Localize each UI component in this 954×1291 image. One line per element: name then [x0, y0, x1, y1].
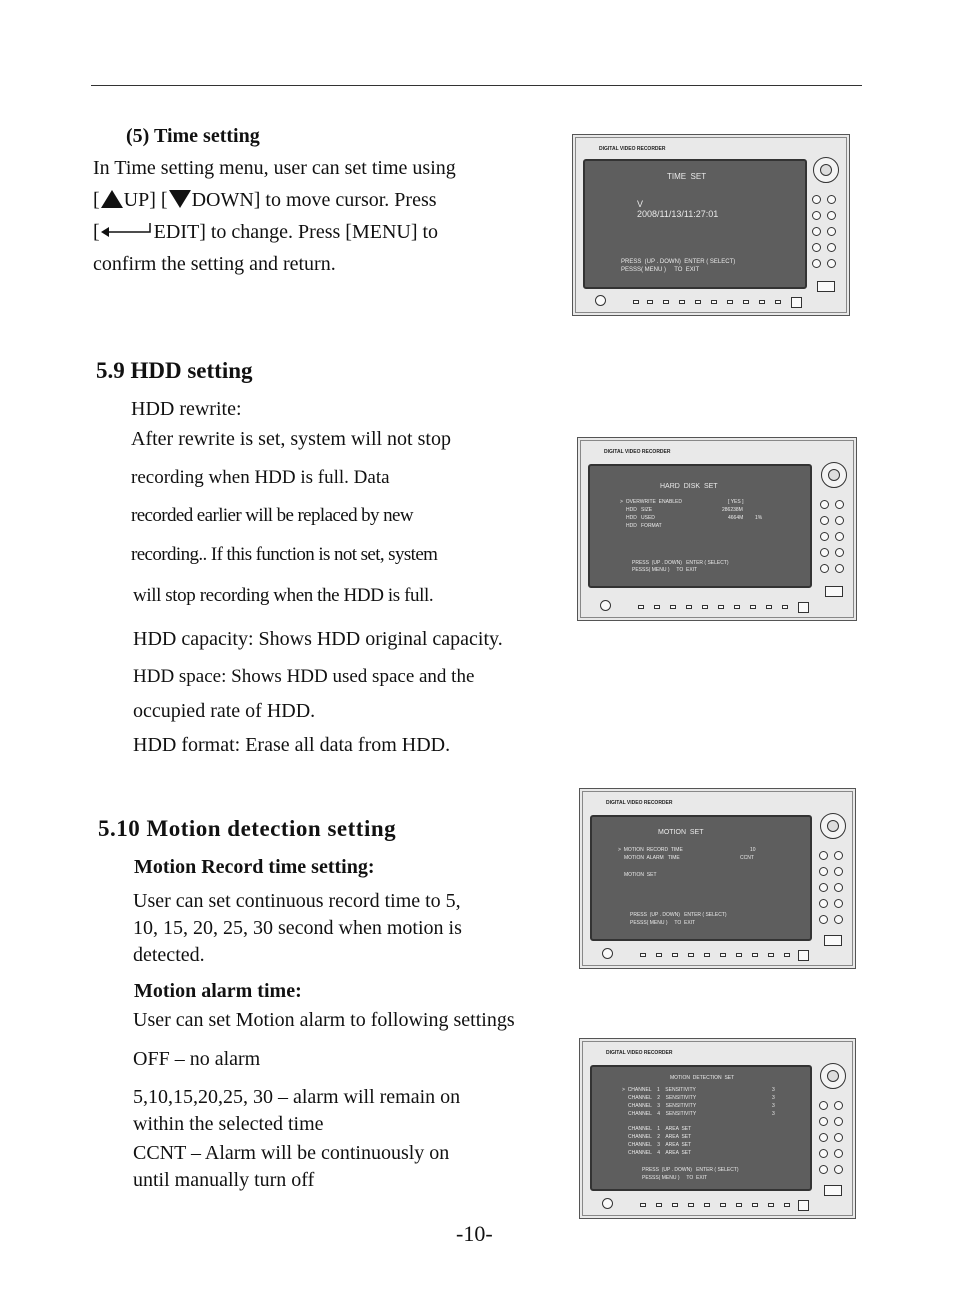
panel-button	[812, 211, 821, 220]
status-led	[752, 1203, 758, 1207]
hdd-rewrite-para-5: will stop recording when the HDD is full.	[133, 585, 434, 606]
panel-button	[834, 1149, 843, 1158]
hdd-rewrite-para-3: recorded earlier will be replaced by new	[131, 505, 413, 526]
screen-footer-1: PRESS (UP . DOWN) ENTER ( SELECT)	[642, 1167, 739, 1173]
screen-title: MOTION SET	[658, 829, 704, 836]
screen-footer-2: PESSS( MENU ) TO EXIT	[621, 267, 700, 273]
status-led	[734, 605, 740, 609]
panel-button	[819, 915, 828, 924]
screen-footer-2: PESSS( MENU ) TO EXIT	[642, 1175, 708, 1181]
status-led	[688, 953, 694, 957]
hdd-capacity-text: HDD capacity: Shows HDD original capacity.	[133, 628, 503, 650]
hdd-rewrite-label: HDD rewrite:	[131, 398, 242, 420]
panel-button	[819, 1117, 828, 1126]
dvr-motion-set-illustration	[579, 788, 856, 969]
status-led	[702, 605, 708, 609]
hdd-space-text-2: occupied rate of HDD.	[133, 700, 316, 722]
status-led	[768, 1203, 774, 1207]
status-led	[743, 300, 749, 304]
status-led	[782, 605, 788, 609]
screen-row-value: 286238M	[722, 507, 743, 513]
screen-row-label: CHANNEL 2 AREA SET	[628, 1134, 692, 1140]
panel-button	[819, 1149, 828, 1158]
screen-footer-2: PESSS( MENU ) TO EXIT	[630, 920, 696, 926]
dvr-time-set-illustration	[572, 134, 850, 316]
motion-alarm-option-off: OFF – no alarm	[133, 1048, 261, 1070]
panel-button	[834, 915, 843, 924]
usb-port	[824, 935, 842, 946]
time-setting-line-4: confirm the setting and return.	[93, 253, 336, 275]
motion-alarm-option-ccnt-2: until manually turn off	[133, 1169, 315, 1191]
motion-alarm-text: User can set Motion alarm to following settings	[133, 1009, 515, 1031]
status-led	[711, 300, 717, 304]
hdd-space-text-1: HDD space: Shows HDD used space and the	[133, 666, 475, 687]
screen-row-value: 3	[772, 1103, 775, 1109]
power-knob	[600, 600, 611, 611]
status-led	[670, 605, 676, 609]
panel-button	[812, 227, 821, 236]
panel-button	[835, 516, 844, 525]
screen-title: TIME SET	[667, 172, 707, 181]
panel-button	[835, 532, 844, 541]
screen-row-label: CHANNEL 3 AREA SET	[628, 1142, 692, 1148]
dvr-hard-disk-set-illustration	[577, 437, 857, 621]
hdd-rewrite-para-2: recording when HDD is full. Data	[131, 467, 390, 488]
status-led	[679, 300, 685, 304]
panel-button	[820, 516, 829, 525]
panel-button	[819, 1165, 828, 1174]
panel-button	[834, 883, 843, 892]
status-led	[672, 953, 678, 957]
screen-row-extra: 1%	[755, 515, 763, 521]
power-knob	[595, 295, 606, 306]
time-setting-line-1: In Time setting menu, user can set time using	[93, 157, 456, 179]
motion-alarm-time-label: Motion alarm time:	[134, 980, 302, 1002]
panel-button	[812, 195, 821, 204]
dvr-motion-detection-set-illustration	[579, 1038, 856, 1219]
panel-button	[834, 867, 843, 876]
status-led	[752, 953, 758, 957]
panel-button	[827, 211, 836, 220]
time-setting-line-2: [ UP] [ DOWN] to move cursor. Press	[93, 189, 437, 211]
panel-button	[834, 851, 843, 860]
status-led	[654, 605, 660, 609]
panel-button	[827, 259, 836, 268]
status-led	[784, 953, 790, 957]
status-led	[759, 300, 765, 304]
enter-arrow-icon	[100, 221, 154, 241]
dvr-brand-label: DIGITAL VIDEO RECORDER	[604, 449, 671, 455]
dvr-brand-label: DIGITAL VIDEO RECORDER	[606, 800, 673, 806]
screen-row-label: > CHANNEL 1 SENSITIVITY	[622, 1087, 696, 1093]
status-led	[736, 1203, 742, 1207]
status-led	[656, 953, 662, 957]
motion-alarm-option-timed-1: 5,10,15,20,25, 30 – alarm will remain on	[133, 1086, 461, 1108]
panel-button	[812, 259, 821, 268]
screen-row-label: HDD SIZE	[626, 507, 653, 513]
status-led	[720, 1203, 726, 1207]
status-led	[688, 1203, 694, 1207]
panel-button	[834, 899, 843, 908]
screen-row-label: > OVERWRITE ENABLED	[620, 499, 683, 505]
screen-footer-2: PESSS( MENU ) TO EXIT	[632, 567, 698, 573]
motion-section-heading: 5.10 Motion detection setting	[98, 816, 397, 841]
panel-button	[819, 1133, 828, 1142]
panel-button	[834, 1165, 843, 1174]
time-setting-line-3: [ EDIT] to change. Press [MENU] to	[93, 221, 439, 243]
screen-row-value: [ YES ]	[728, 499, 744, 505]
power-knob	[602, 948, 613, 959]
status-led	[647, 300, 653, 304]
status-led	[633, 300, 639, 304]
navigation-dial	[821, 462, 847, 488]
page-number: -10-	[456, 1221, 493, 1246]
status-led	[768, 953, 774, 957]
panel-button	[820, 548, 829, 557]
screen-row-label: CHANNEL 4 AREA SET	[628, 1150, 692, 1156]
usb-port	[824, 1185, 842, 1196]
screen-row-value: 3	[772, 1111, 775, 1117]
screen-footer-1: PRESS (UP . DOWN) ENTER ( SELECT)	[621, 259, 736, 265]
screen-row-label: HDD FORMAT	[626, 523, 662, 529]
status-led	[784, 1203, 790, 1207]
power-button	[791, 297, 802, 308]
power-button	[798, 602, 809, 613]
power-button	[798, 1200, 809, 1211]
navigation-dial	[813, 157, 839, 183]
motion-record-time-text-1: User can set continuous record time to 5,	[133, 890, 461, 912]
screen-row-label: CHANNEL 4 SENSITIVITY	[628, 1111, 697, 1117]
screen-title: HARD DISK SET	[660, 483, 718, 490]
screen-row-label: MOTION ALARM TIME	[624, 855, 680, 861]
panel-button	[827, 243, 836, 252]
hdd-format-text: HDD format: Erase all data from HDD.	[133, 734, 451, 756]
screen-row-value: 3	[772, 1087, 775, 1093]
screen-row-value: 4664M	[728, 515, 744, 521]
dvr-screen	[590, 1065, 812, 1191]
motion-alarm-option-ccnt-1: CCNT – Alarm will be continuously on	[133, 1142, 450, 1164]
screen-row-label: > MOTION RECORD TIME	[618, 847, 683, 853]
screen-cursor: V	[637, 199, 644, 209]
power-knob	[602, 1198, 613, 1209]
dvr-screen	[590, 815, 812, 941]
status-led	[663, 300, 669, 304]
status-led	[695, 300, 701, 304]
status-led	[640, 953, 646, 957]
panel-button	[834, 1117, 843, 1126]
panel-button	[835, 548, 844, 557]
screen-row-value: CCNT	[740, 855, 754, 861]
panel-button	[819, 867, 828, 876]
panel-button	[820, 564, 829, 573]
dvr-brand-label: DIGITAL VIDEO RECORDER	[606, 1050, 673, 1056]
header-rule	[91, 85, 862, 86]
screen-row-value: 3	[772, 1095, 775, 1101]
panel-button	[819, 851, 828, 860]
panel-button	[812, 243, 821, 252]
screen-footer-1: PRESS (UP . DOWN) ENTER ( SELECT)	[630, 912, 727, 918]
status-led	[704, 953, 710, 957]
screen-row-label: MOTION SET	[624, 872, 657, 878]
status-led	[640, 1203, 646, 1207]
panel-button	[819, 1101, 828, 1110]
panel-button	[827, 195, 836, 204]
motion-record-time-text-2: 10, 15, 20, 25, 30 second when motion is	[133, 917, 462, 939]
dvr-screen	[588, 464, 812, 588]
motion-alarm-option-timed-2: within the selected time	[133, 1113, 324, 1135]
panel-button	[820, 532, 829, 541]
screen-row-label: CHANNEL 3 SENSITIVITY	[628, 1103, 697, 1109]
time-setting-heading: (5) Time setting	[126, 125, 260, 147]
status-led	[672, 1203, 678, 1207]
dvr-brand-label: DIGITAL VIDEO RECORDER	[599, 146, 666, 152]
up-arrow-icon	[100, 189, 124, 209]
screen-row-label: CHANNEL 2 SENSITIVITY	[628, 1095, 697, 1101]
hdd-rewrite-para-1: After rewrite is set, system will not stop	[131, 428, 451, 450]
panel-button	[819, 883, 828, 892]
panel-button	[834, 1133, 843, 1142]
status-led	[727, 300, 733, 304]
status-led	[750, 605, 756, 609]
status-led	[775, 300, 781, 304]
motion-record-time-text-3: detected.	[133, 944, 205, 966]
status-led	[736, 953, 742, 957]
screen-row-label: CHANNEL 1 AREA SET	[628, 1126, 692, 1132]
navigation-dial	[820, 1063, 846, 1089]
panel-button	[819, 899, 828, 908]
usb-port	[825, 586, 843, 597]
hdd-section-heading: 5.9 HDD setting	[96, 358, 253, 383]
down-arrow-icon	[168, 189, 192, 209]
dvr-screen	[583, 159, 807, 289]
panel-button	[820, 500, 829, 509]
screen-row-value: 10	[750, 847, 756, 853]
panel-button	[835, 564, 844, 573]
screen-row-label: HDD USED	[626, 515, 655, 521]
power-button	[798, 950, 809, 961]
motion-record-time-label: Motion Record time setting:	[134, 856, 375, 878]
screen-footer-1: PRESS (UP . DOWN) ENTER ( SELECT)	[632, 560, 729, 566]
screen-datetime-value: 2008/11/13/11:27:01	[637, 209, 719, 219]
status-led	[638, 605, 644, 609]
status-led	[766, 605, 772, 609]
status-led	[704, 1203, 710, 1207]
screen-title: MOTION DETECTION SET	[670, 1075, 735, 1081]
status-led	[686, 605, 692, 609]
panel-button	[834, 1101, 843, 1110]
status-led	[720, 953, 726, 957]
navigation-dial	[820, 813, 846, 839]
panel-button	[835, 500, 844, 509]
status-led	[718, 605, 724, 609]
usb-port	[817, 281, 835, 292]
panel-button	[827, 227, 836, 236]
hdd-rewrite-para-4: recording.. If this function is not set, system	[131, 544, 438, 565]
status-led	[656, 1203, 662, 1207]
